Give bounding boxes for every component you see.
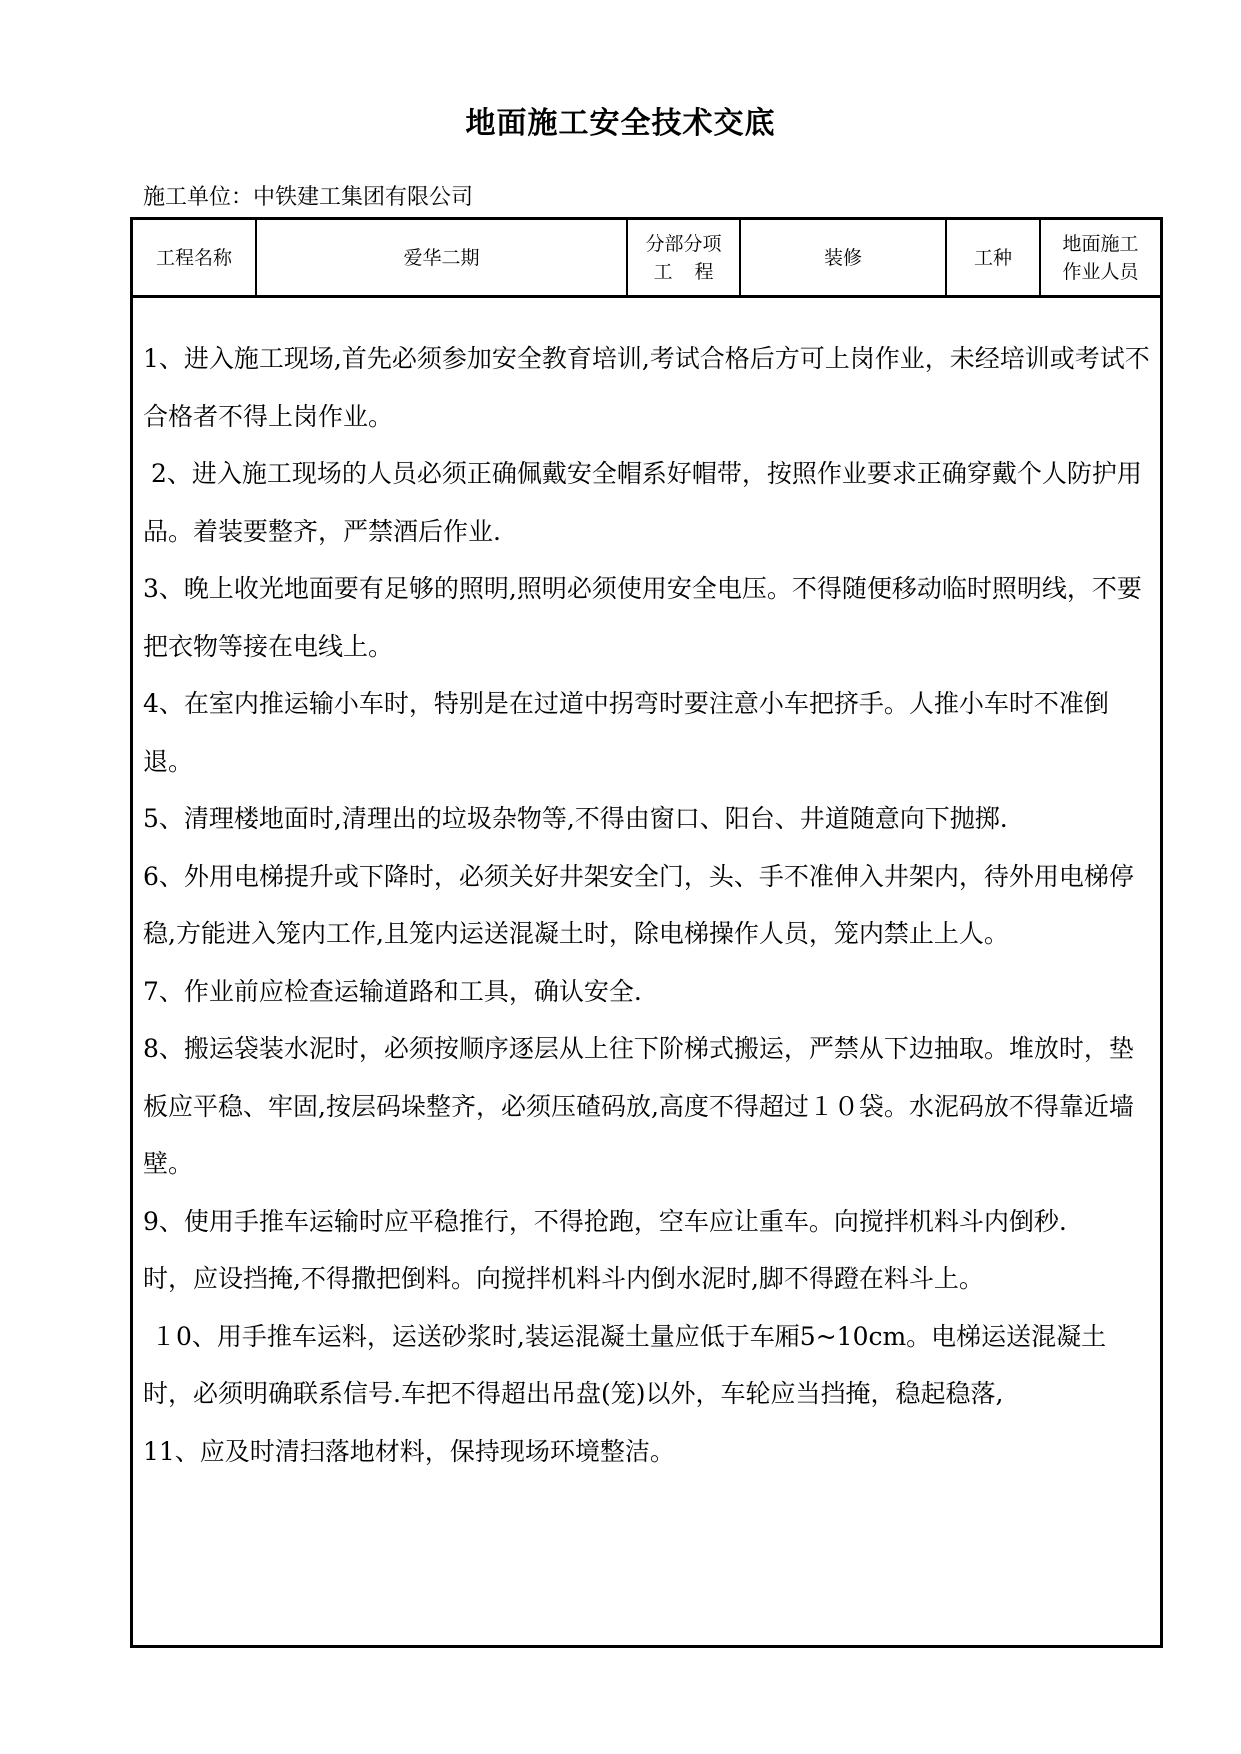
project-name-value-cell (257, 220, 628, 295)
disclosure-table (130, 217, 1163, 1648)
paragraph-4: 4、在室内推运输小车时，特别是在过道中拐弯时要注意小车把挤手。人推小车时不准倒退。 (143, 689, 1109, 776)
sub-project-value: 装修 (823, 246, 862, 269)
paragraph-7: 7、作业前应检查运输道路和工具，确认安全. (143, 976, 642, 1006)
trade-label-cell (947, 220, 1041, 295)
project-name-label: 工程名称 (155, 246, 232, 269)
paragraph-11: 11、应及时清扫落地材料，保持现场环境整洁。 (143, 1436, 675, 1466)
project-name-value: 爱华二期 (403, 246, 480, 269)
paragraph-10: １0、用手推车运料，运送砂浆时,装运混凝土量应低于车厢5~10cm。电梯运送混凝土时，必须明确联系信号.车把不得超出吊盘(笼)以外，车轮应当挡掩，稳起稳落, (143, 1321, 1107, 1408)
paragraph-3: 3、晚上收光地面要有足够的照明,照明必须使用安全电压。不得随便移动临时照明线，不要把衣物等接在电线上。 (143, 574, 1142, 661)
paragraph-8: 8、搬运袋装水泥时，必须按顺序逐层从上往下阶梯式搬运，严禁从下边抽取。堆放时，垫板应平稳、牢固,按层码垛整齐，必须压碴码放,高度不得超过１０袋。水泥码放不得靠近墙壁。 (143, 1034, 1134, 1178)
project-name-label-cell (133, 220, 257, 295)
sub-project-label-line1: 分部分项 (645, 232, 722, 255)
construction-unit-line: 施工单位：中铁建工集团有限公司 (143, 185, 474, 210)
paragraph-9-continued: 时，应设挡掩,不得撒把倒料。向搅拌机料斗内倒水泥时,脚不得蹬在料斗上。 (143, 1264, 984, 1293)
sub-project-label-cell (628, 220, 741, 295)
sub-project-label-line2: 工程 (653, 260, 736, 283)
table-header-row (133, 220, 1160, 298)
paragraph-6: 6、外用电梯提升或下降时，必须关好井架安全门，头、手不准伸入井架内，待外用电梯停稳,方能进入笼内工作,且笼内运送混凝土时，除电梯操作人员，笼内禁止上人。 (143, 861, 1134, 948)
sub-project-value-cell (741, 220, 947, 295)
trade-value-cell (1041, 220, 1160, 295)
paragraph-9: 9、使用手推车运输时应平稳推行，不得抢跑，空车应让重车。向搅拌机料斗内倒秒. (143, 1206, 1067, 1236)
paragraph-5: 5、清理楼地面时,清理出的垃圾杂物等,不得由窗口、阳台、井道随意向下抛掷. (143, 804, 1008, 833)
disclosure-content (143, 330, 1151, 1480)
document-title: 地面施工安全技术交底 (465, 106, 776, 141)
trade-value-line2: 作业人员 (1062, 260, 1139, 283)
paragraph-1: 1、进入施工现场,首先必须参加安全教育培训,考试合格后方可上岗作业，未经培训或考试不合格者不得上岗作业。 (143, 344, 1150, 431)
trade-label: 工种 (973, 246, 1012, 269)
trade-value-line1: 地面施工 (1062, 232, 1139, 255)
paragraph-2: 2、进入施工现场的人员必须正确佩戴安全帽系好帽带，按照作业要求正确穿戴个人防护用品。着装要整齐，严禁酒后作业. (143, 459, 1142, 546)
